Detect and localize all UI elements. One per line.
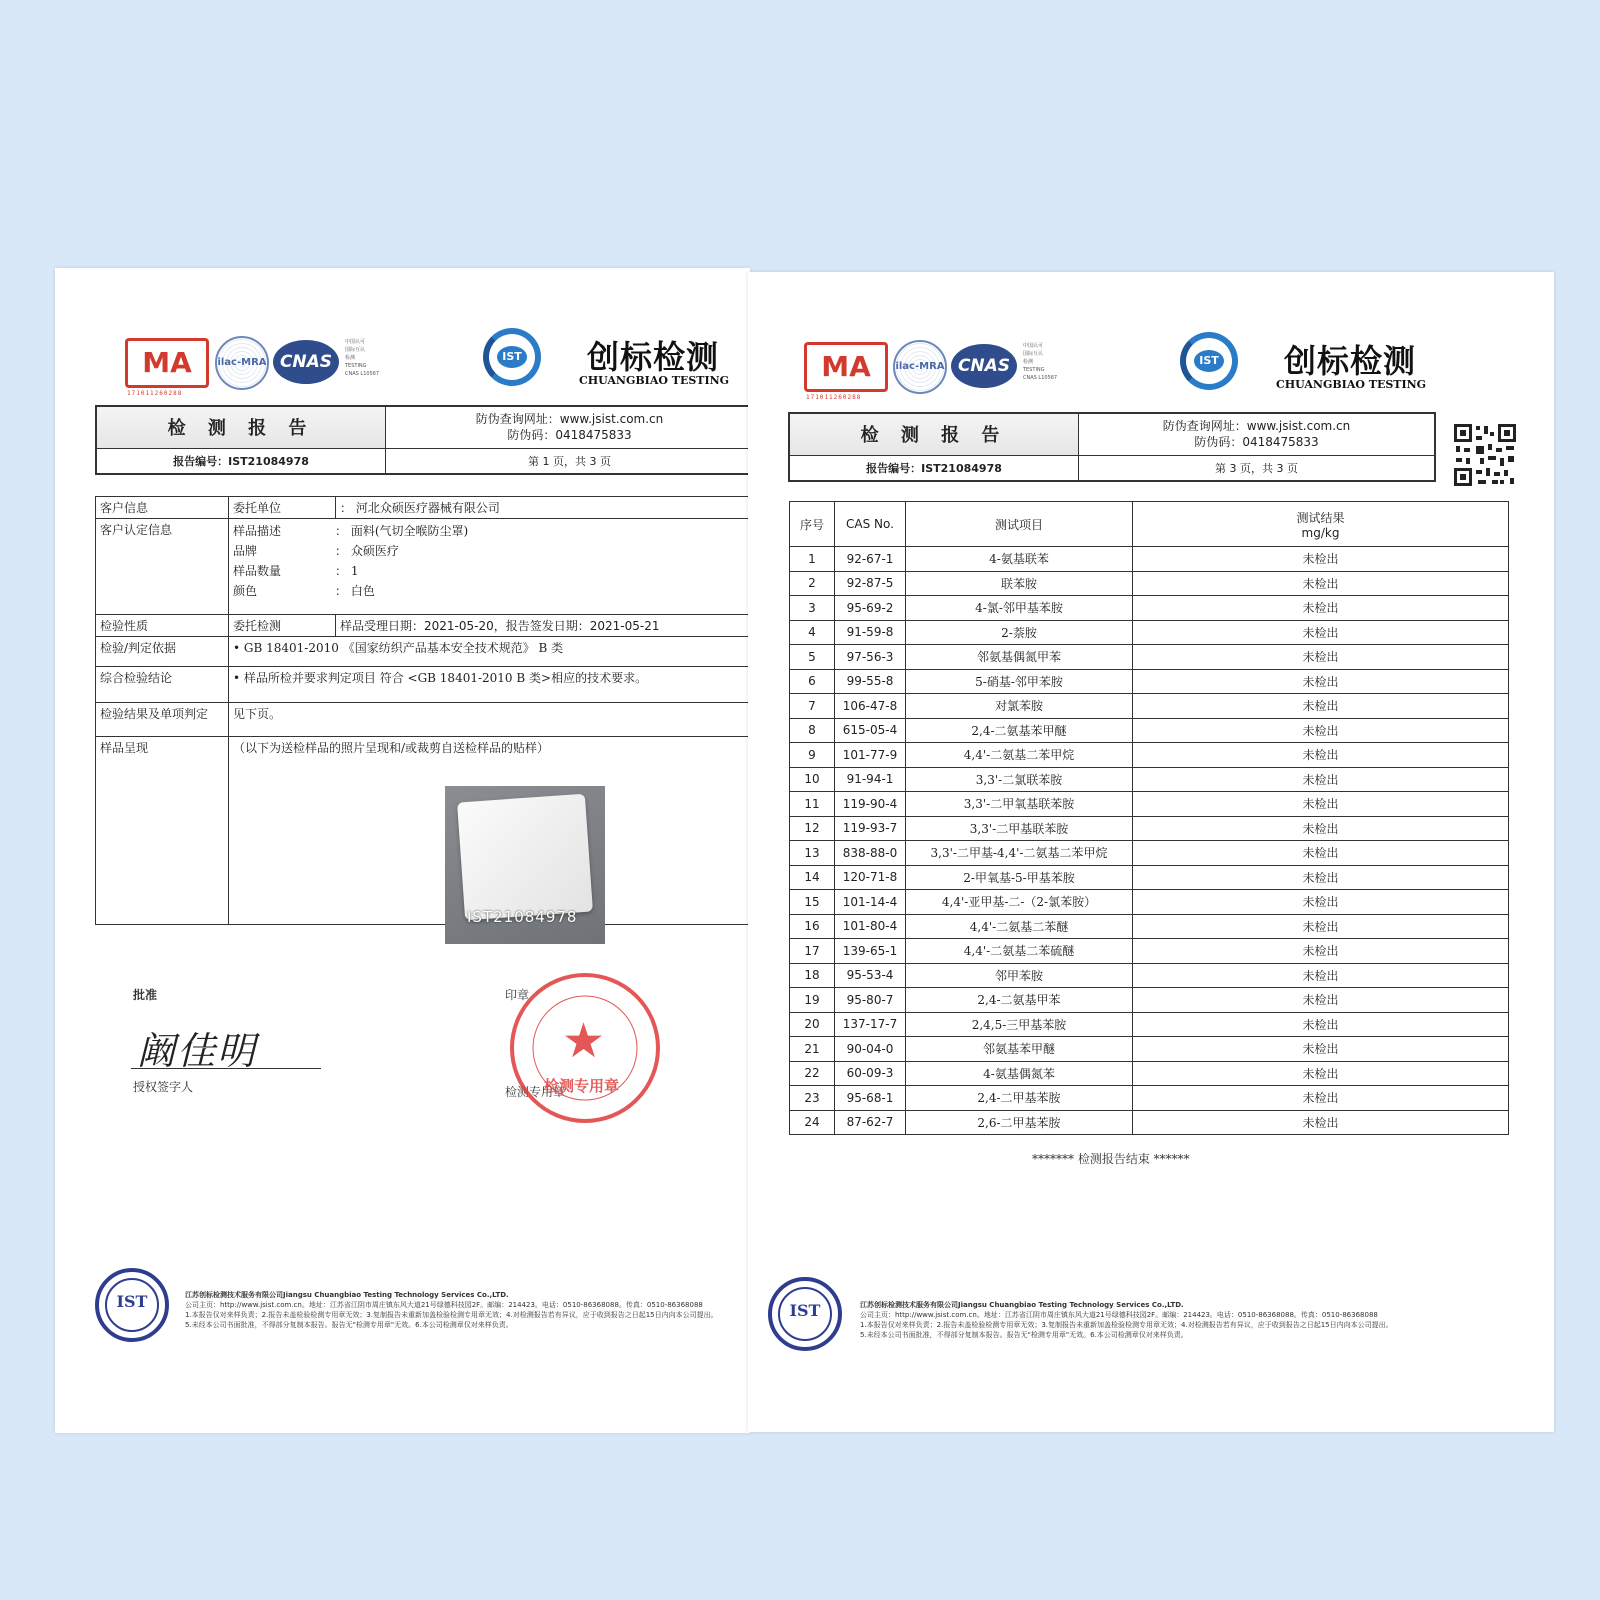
cell-result: 未检出 (1133, 939, 1509, 964)
cell-result: 未检出 (1133, 596, 1509, 621)
cell-item: 2,4,5-三甲基苯胺 (906, 1012, 1133, 1037)
cell-result: 未检出 (1133, 792, 1509, 817)
basis-value: • GB 18401-2010 《国家纺织产品基本安全技术规范》 B 类 (229, 637, 751, 667)
cell-cas: 101-14-4 (835, 890, 906, 915)
brand-name-en: CHUANGBIAO TESTING (1276, 378, 1427, 391)
result-label: 检验结果及单项判定 (96, 703, 229, 737)
cell-item: 联苯胺 (906, 571, 1133, 596)
cell-result: 未检出 (1133, 865, 1509, 890)
cell-no: 10 (790, 767, 835, 792)
table-row (790, 620, 1509, 645)
report-title: 检 测 报 告 (789, 413, 1079, 455)
cell-cas: 137-17-7 (835, 1012, 906, 1037)
page-info: 第 3 页，共 3 页 (1079, 455, 1436, 481)
ilac-mra-logo: ilac-MRA (893, 340, 947, 394)
cell-no: 22 (790, 1061, 835, 1086)
footer-company: 江苏创标检测技术服务有限公司Jiangsu Chuangbiao Testing Technology Services Co.,LTD. (185, 1291, 509, 1299)
client-info-label: 客户信息 (96, 497, 229, 519)
col-header-result-label: 测试结果 (1296, 510, 1345, 525)
stamp-caption: 检测专用章 (505, 1085, 566, 1099)
color-label: 颜色 (233, 584, 258, 598)
cell-item: 4,4'-二氨基二苯硫醚 (906, 939, 1133, 964)
confirm-info-block (229, 519, 751, 615)
client-value: ： 河北众硕医疗器械有限公司 (336, 497, 751, 519)
sample-show-label: 样品呈现 (96, 737, 229, 925)
cell-item: 3,3'-二甲基-4,4'-二氨基二苯甲烷 (906, 841, 1133, 866)
col-header-item: 测试项目 (906, 502, 1133, 547)
cell-result: 未检出 (1133, 963, 1509, 988)
cell-item: 2-萘胺 (906, 620, 1133, 645)
table-row (790, 865, 1509, 890)
cell-cas: 90-04-0 (835, 1037, 906, 1062)
cell-result: 未检出 (1133, 767, 1509, 792)
cell-cas: 91-59-8 (835, 620, 906, 645)
cell-cas: 120-71-8 (835, 865, 906, 890)
cell-no: 14 (790, 865, 835, 890)
results-table (789, 501, 1509, 1135)
cell-cas: 139-65-1 (835, 939, 906, 964)
anti-fake-url: 防伪查询网址：www.jsist.com.cn (1162, 419, 1351, 434)
cell-result: 未检出 (1133, 1110, 1509, 1135)
cell-no: 7 (790, 694, 835, 719)
table-row (790, 669, 1509, 694)
result-value: 见下页。 (229, 703, 751, 737)
table-row (790, 743, 1509, 768)
table-row (790, 841, 1509, 866)
cell-item: 4,4'-二氨基二苯甲烷 (906, 743, 1133, 768)
cell-cas: 95-80-7 (835, 988, 906, 1013)
cell-no: 21 (790, 1037, 835, 1062)
cell-result: 未检出 (1133, 1012, 1509, 1037)
cell-cas: 119-93-7 (835, 816, 906, 841)
report-number: 报告编号：IST21084978 (789, 455, 1079, 481)
cell-cas: 60-09-3 (835, 1061, 906, 1086)
cnas-text: 中国认可 国际互认 检测 TESTING CNAS L10567 (345, 339, 380, 377)
table-row (790, 1110, 1509, 1135)
footer-ist-seal: IST (95, 1268, 169, 1342)
footer-line-4: 5.未经本公司书面批准，不得部分复制本报告。报告无"检测专用章"无效。6.本公司检测章仅对来样负责。 (860, 1331, 1188, 1339)
cell-no: 4 (790, 620, 835, 645)
cell-item: 4,4'-二氨基二苯醚 (906, 914, 1133, 939)
cell-cas: 119-90-4 (835, 792, 906, 817)
table-row (790, 963, 1509, 988)
logo-row (748, 332, 1554, 412)
cell-no: 9 (790, 743, 835, 768)
cell-result: 未检出 (1133, 620, 1509, 645)
cell-result: 未检出 (1133, 718, 1509, 743)
brand-name-cn: 创标检测 (587, 338, 720, 376)
approve-label: 批准 (133, 988, 158, 1002)
cnas-text: 中国认可 国际互认 检测 TESTING CNAS L10567 (1023, 343, 1058, 381)
report-header (788, 412, 1436, 482)
qty-value: ： 1 (335, 564, 359, 578)
nature-label: 检验性质 (96, 615, 229, 637)
cell-item: 对氯苯胺 (906, 694, 1133, 719)
sample-cloth-image (457, 794, 593, 921)
cell-result: 未检出 (1133, 988, 1509, 1013)
cell-result: 未检出 (1133, 914, 1509, 939)
col-header-unit: mg/kg (1301, 525, 1340, 540)
report-header (95, 405, 750, 475)
cell-cas: 95-53-4 (835, 963, 906, 988)
cell-result: 未检出 (1133, 694, 1509, 719)
cell-no: 1 (790, 547, 835, 572)
cell-no: 20 (790, 1012, 835, 1037)
signature: 阚佳明 (137, 1029, 258, 1073)
sample-show-value: （以下为送检样品的照片呈现和/或裁剪自送检样品的贴样） (229, 737, 751, 925)
cma-number: 171011260288 (806, 394, 862, 401)
anti-fake-info (1079, 413, 1436, 455)
cell-no: 23 (790, 1086, 835, 1111)
table-row (790, 914, 1509, 939)
cell-result: 未检出 (1133, 669, 1509, 694)
cell-cas: 99-55-8 (835, 669, 906, 694)
col-header-result (1133, 502, 1509, 547)
stamp-text: 检测专用章 (544, 1077, 620, 1095)
report-end: ******* 检测报告结束 ****** (1032, 1152, 1190, 1166)
cell-result: 未检出 (1133, 645, 1509, 670)
anti-fake-info (386, 406, 751, 448)
basis-label: 检验/判定依据 (96, 637, 229, 667)
cell-no: 6 (790, 669, 835, 694)
cell-result: 未检出 (1133, 841, 1509, 866)
footer-line-3: 1.本报告仅对来样负责；2.报告未盖检验检测专用章无效；3.复制报告未重新加盖检验检测专用章无效；4.对检测报告若有异议，应于收到报告之日起15日内向本公司提出。 (860, 1321, 1393, 1329)
cell-item: 2-甲氧基-5-甲基苯胺 (906, 865, 1133, 890)
cell-no: 16 (790, 914, 835, 939)
cell-cas: 87-62-7 (835, 1110, 906, 1135)
sample-desc-label: 样品描述 (233, 524, 282, 538)
qty-label: 样品数量 (233, 564, 282, 578)
cell-cas: 838-88-0 (835, 841, 906, 866)
table-row (790, 1037, 1509, 1062)
cell-item: 3,3'-二氯联苯胺 (906, 767, 1133, 792)
color-value: ： 白色 (335, 584, 375, 598)
client-label: 委托单位 (229, 497, 336, 519)
cell-cas: 92-67-1 (835, 547, 906, 572)
cell-item: 邻甲苯胺 (906, 963, 1133, 988)
cma-logo: MA (804, 342, 888, 392)
table-row (790, 547, 1509, 572)
cell-item: 4-氨基偶氮苯 (906, 1061, 1133, 1086)
ist-logo: IST (1180, 332, 1238, 390)
signature-line (131, 1068, 321, 1069)
results-body (790, 547, 1509, 1135)
footer-line-2: 公司主页：http://www.jsist.com.cn。地址：江苏省江阴市周庄镇东风大道21号绿德科技园2F。邮编：214423。电话：0510-86368088。传真：0510-86368088 (185, 1301, 703, 1309)
cell-item: 3,3'-二甲氧基联苯胺 (906, 792, 1133, 817)
cell-item: 4,4'-亚甲基-二-（2-氯苯胺） (906, 890, 1133, 915)
dates: 样品受理日期：2021-05-20，报告签发日期：2021-05-21 (336, 615, 751, 637)
cell-no: 24 (790, 1110, 835, 1135)
cell-item: 5-硝基-邻甲苯胺 (906, 669, 1133, 694)
cma-logo: MA (125, 338, 209, 388)
table-row (790, 1012, 1509, 1037)
cnas-logo: CNAS (951, 344, 1017, 388)
ist-logo: IST (483, 328, 541, 386)
stamp-star-icon: ★ (562, 1013, 606, 1069)
cell-no: 3 (790, 596, 835, 621)
footer-line-4: 5.未经本公司书面批准，不得部分复制本报告。报告无"检测专用章"无效。6.本公司检测章仅对来样负责。 (185, 1321, 513, 1329)
cnas-logo: CNAS (273, 340, 339, 384)
cell-no: 8 (790, 718, 835, 743)
table-row (790, 1061, 1509, 1086)
brand-name-cn: 创标检测 (1284, 342, 1417, 380)
cell-no: 19 (790, 988, 835, 1013)
report-title: 检 测 报 告 (96, 406, 386, 448)
table-row (790, 718, 1509, 743)
cell-result: 未检出 (1133, 547, 1509, 572)
table-row (790, 571, 1509, 596)
brand-value: ： 众硕医疗 (335, 544, 399, 558)
ilac-mra-logo: ilac-MRA (215, 336, 269, 390)
anti-fake-code: 防伪码：0418475833 (1194, 435, 1319, 450)
cell-cas: 91-94-1 (835, 767, 906, 792)
page-info: 第 1 页，共 3 页 (386, 448, 751, 474)
cell-cas: 101-80-4 (835, 914, 906, 939)
cell-no: 15 (790, 890, 835, 915)
logo-row (55, 328, 750, 408)
col-header-cas: CAS No. (835, 502, 906, 547)
cell-item: 邻氨基苯甲醚 (906, 1037, 1133, 1062)
cell-item: 4-氯-邻甲基苯胺 (906, 596, 1133, 621)
sample-photo (445, 786, 605, 944)
cell-item: 4-氨基联苯 (906, 547, 1133, 572)
cell-no: 17 (790, 939, 835, 964)
cell-cas: 92-87-5 (835, 571, 906, 596)
footer-company: 江苏创标检测技术服务有限公司Jiangsu Chuangbiao Testing Technology Services Co.,LTD. (860, 1301, 1184, 1309)
table-row (790, 645, 1509, 670)
cell-item: 3,3'-二甲基联苯胺 (906, 816, 1133, 841)
table-row (790, 792, 1509, 817)
nature-value: 委托检测 (229, 615, 336, 637)
cell-no: 13 (790, 841, 835, 866)
cell-item: 2,4-二甲基苯胺 (906, 1086, 1133, 1111)
cell-no: 12 (790, 816, 835, 841)
anti-fake-url: 防伪查询网址：www.jsist.com.cn (475, 412, 664, 427)
cell-cas: 95-68-1 (835, 1086, 906, 1111)
cell-cas: 615-05-4 (835, 718, 906, 743)
cell-cas: 106-47-8 (835, 694, 906, 719)
cell-cas: 101-77-9 (835, 743, 906, 768)
cell-cas: 95-69-2 (835, 596, 906, 621)
qr-code-icon (1452, 422, 1518, 488)
table-row (790, 939, 1509, 964)
red-stamp (510, 973, 660, 1123)
info-table (95, 496, 750, 925)
brand-name-en: CHUANGBIAO TESTING (579, 374, 730, 387)
cell-result: 未检出 (1133, 1086, 1509, 1111)
table-row (790, 596, 1509, 621)
cell-no: 2 (790, 571, 835, 596)
conclusion-value: • 样品所检并要求判定项目 符合 <GB 18401-2010 B 类>相应的技术要求。 (229, 667, 751, 703)
anti-fake-code: 防伪码：0418475833 (507, 428, 632, 443)
conclusion-label: 综合检验结论 (96, 667, 229, 703)
cell-item: 邻氨基偶氮甲苯 (906, 645, 1133, 670)
cell-result: 未检出 (1133, 1061, 1509, 1086)
brand-label: 品牌 (233, 544, 258, 558)
footer-line-2: 公司主页：http://www.jsist.com.cn。地址：江苏省江阴市周庄镇东风大道21号绿德科技园2F。邮编：214423。电话：0510-86368088。传真：0510-86368088 (860, 1311, 1378, 1319)
col-header-no: 序号 (790, 502, 835, 547)
cell-result: 未检出 (1133, 816, 1509, 841)
cell-no: 18 (790, 963, 835, 988)
sample-desc-value: ： 面料(气切全喉防尘罩) (335, 524, 469, 538)
cell-result: 未检出 (1133, 743, 1509, 768)
report-page-1 (55, 268, 750, 1433)
table-row (790, 767, 1509, 792)
cell-item: 2,6-二甲基苯胺 (906, 1110, 1133, 1135)
table-row (790, 988, 1509, 1013)
cell-cas: 97-56-3 (835, 645, 906, 670)
report-number: 报告编号：IST21084978 (96, 448, 386, 474)
footer-line-3: 1.本报告仅对来样负责；2.报告未盖检验检测专用章无效；3.复制报告未重新加盖检验检测专用章无效；4.对检测报告若有异议，应于收到报告之日起15日内向本公司提出。 (185, 1311, 718, 1319)
footer-ist-seal: IST (768, 1277, 842, 1351)
cell-no: 11 (790, 792, 835, 817)
cell-item: 2,4-二氨基苯甲醚 (906, 718, 1133, 743)
sample-photo-label: IST21084978 (467, 908, 578, 926)
seal-label: 印章 (505, 988, 530, 1002)
cell-result: 未检出 (1133, 1037, 1509, 1062)
footer-text (185, 1290, 745, 1330)
table-row (790, 1086, 1509, 1111)
table-row (790, 890, 1509, 915)
footer-text (860, 1300, 1480, 1340)
table-row (790, 816, 1509, 841)
cell-result: 未检出 (1133, 890, 1509, 915)
table-row (790, 694, 1509, 719)
confirm-info-label: 客户认定信息 (96, 519, 229, 615)
cma-number: 171011260288 (127, 390, 183, 397)
cell-result: 未检出 (1133, 571, 1509, 596)
cell-item: 2,4-二氨基甲苯 (906, 988, 1133, 1013)
report-page-3 (748, 272, 1554, 1432)
signer-label: 授权签字人 (133, 1080, 194, 1094)
cell-no: 5 (790, 645, 835, 670)
